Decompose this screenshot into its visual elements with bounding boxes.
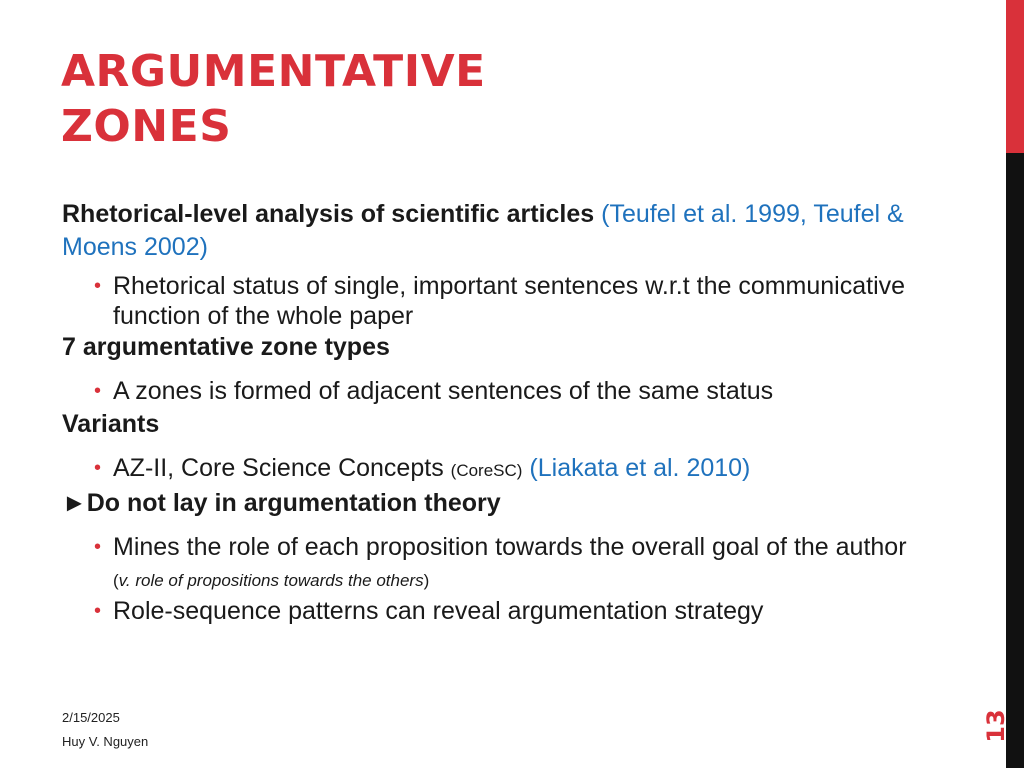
title-line-1: ARGUMENTATIVE	[61, 46, 486, 97]
bullet-variants	[62, 452, 922, 487]
paren-open: (	[113, 571, 119, 590]
bullet-mines-role	[62, 532, 922, 596]
heading-1-text: Rhetorical-level analysis of scientific articles	[62, 200, 595, 228]
slide-body	[62, 198, 922, 627]
coresc-label: (CoreSC)	[450, 461, 523, 480]
citation-teufel: (Teufel et al. 1999, Teufel & Moens 2002)	[62, 200, 904, 261]
footer-date: 2/15/2025	[62, 710, 120, 725]
bullet-zones-formed: • A zones is formed of adjacent sentences of the same status	[62, 375, 922, 408]
bullet-mines-role-note: v. role of propositions towards the others	[118, 571, 424, 590]
page-number: 13	[982, 709, 1010, 743]
bullet-variants-text: AZ-II, Core Science Concepts	[113, 454, 444, 482]
bullet-rhetorical-status: • Rhetorical status of single, important sentences w.r.t the communicative function of the whole paper	[62, 271, 922, 331]
footer-author: Huy V. Nguyen	[62, 734, 149, 749]
bullet-role-sequence: • Role-sequence patterns can reveal argumentation strategy	[62, 596, 922, 627]
heading-zone-types: 7 argumentative zone types	[62, 333, 390, 361]
paren-close: )	[423, 571, 430, 590]
bullet-list-1	[62, 271, 922, 331]
side-bar-accent	[1006, 0, 1024, 153]
title-line-2: ZONES	[61, 101, 232, 152]
bullet-list-3	[62, 452, 922, 487]
bullet-mines-role-text: Mines the role of each proposition towards the overall goal of the author	[113, 533, 907, 561]
citation-liakata: (Liakata et al. 2010)	[529, 454, 751, 482]
heading-rhetorical-analysis	[62, 198, 922, 264]
heading-argumentation-theory: ►Do not lay in argumentation theory	[62, 489, 501, 517]
bullet-list-2	[62, 375, 922, 408]
heading-variants: Variants	[62, 410, 160, 438]
side-bar	[1006, 0, 1024, 768]
bullet-list-4	[62, 532, 922, 627]
slide-title	[61, 44, 486, 154]
